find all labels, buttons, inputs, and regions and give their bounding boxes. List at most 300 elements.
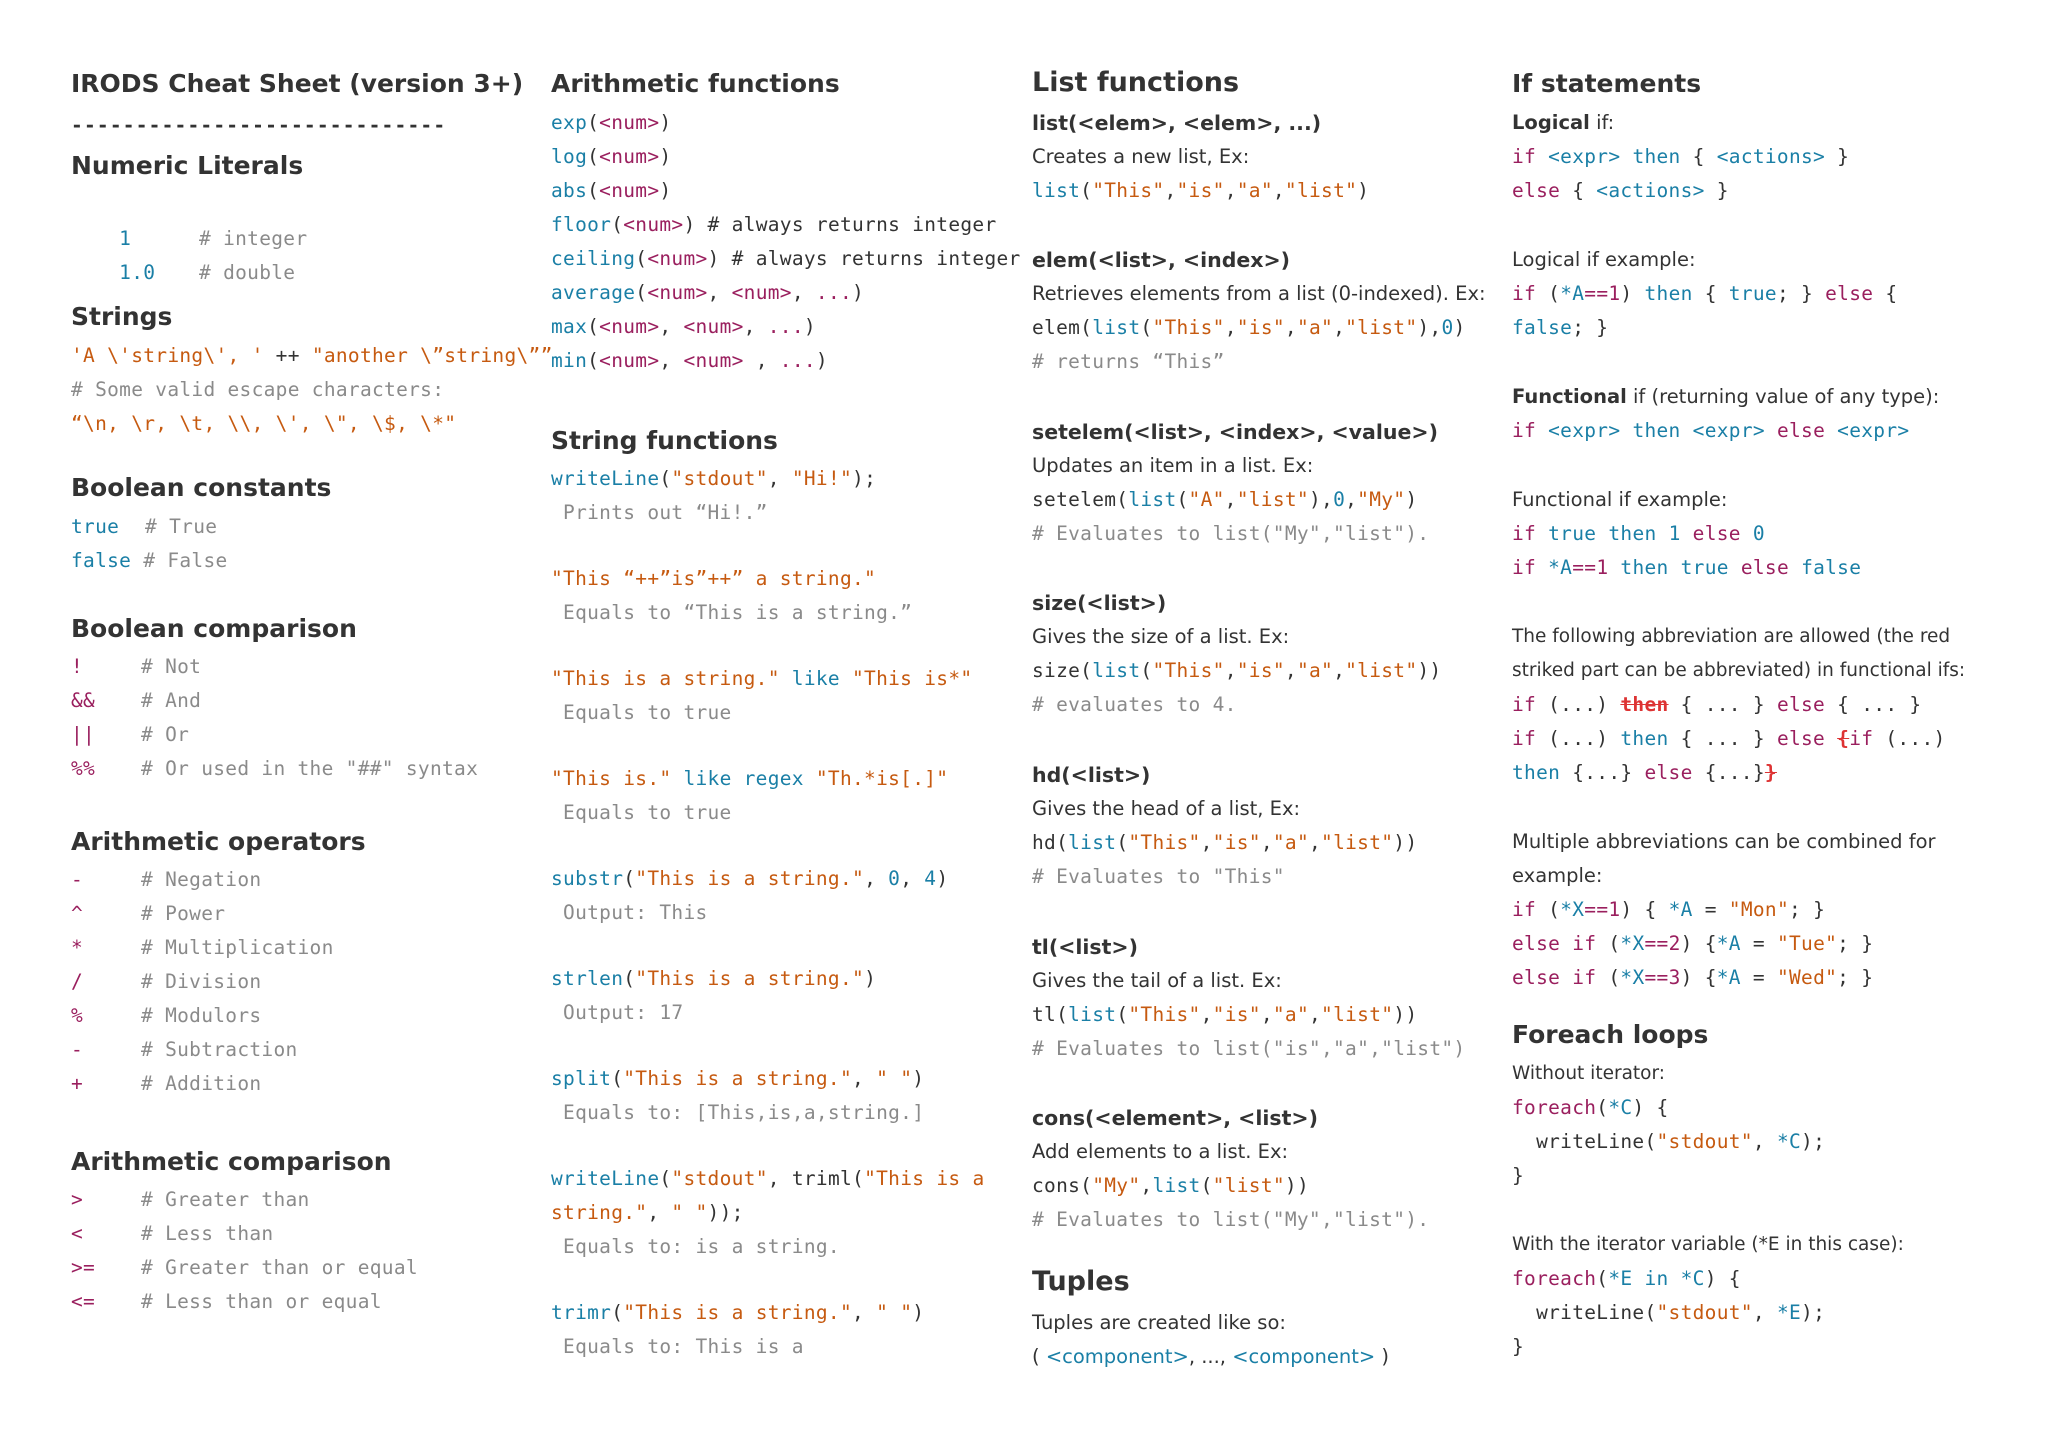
param: <num> xyxy=(599,315,660,338)
string-literal: "list" xyxy=(1345,316,1418,339)
keyword: else xyxy=(1776,419,1826,442)
keyword: if xyxy=(1512,145,1537,168)
foreach-example-2-line3: } xyxy=(1512,1335,1525,1358)
keyword: if xyxy=(1572,932,1597,955)
string-literal: "another \”string\”” xyxy=(311,344,553,367)
example-output: Equals to true xyxy=(551,801,732,824)
string-literal: "Tue" xyxy=(1776,932,1838,955)
cons-result: # Evaluates to list("My","list"). xyxy=(1032,1208,1430,1231)
fn-name: size xyxy=(1032,659,1081,682)
elem-description: Retrieves elements from a list (0-indexed). Ex: xyxy=(1032,282,1486,305)
string-literal: "This" xyxy=(1128,831,1201,854)
fn-name: tl xyxy=(1032,1003,1057,1026)
fn-name: log xyxy=(551,145,588,168)
string-literal: "This is a string." xyxy=(551,667,780,690)
struck-brace: } xyxy=(1764,761,1777,784)
literal-value: 1 xyxy=(119,227,132,250)
placeholder: (...) xyxy=(1548,727,1609,750)
functional-if-example-label: Functional if example: xyxy=(1512,488,1728,511)
keyword: else xyxy=(1512,932,1561,955)
operator: && xyxy=(71,689,96,712)
operator: + xyxy=(71,1072,84,1095)
arithmetic-functions-heading: Arithmetic functions xyxy=(551,69,840,98)
string-functions-heading: String functions xyxy=(551,426,778,455)
operator: < xyxy=(71,1222,84,1245)
foreach-example-2-line1: foreach(*E in *C) { xyxy=(1512,1267,1741,1290)
operator: - xyxy=(71,1038,84,1061)
fn-name: list xyxy=(1092,316,1141,339)
op-row xyxy=(71,863,262,897)
string-literal: "stdout" xyxy=(671,1167,768,1190)
logical-if-line1: if <expr> then { <actions> } xyxy=(1512,145,1850,168)
example-output: Equals to: is a string. xyxy=(551,1235,840,1258)
operator: > xyxy=(71,1188,84,1211)
op-row xyxy=(71,1285,382,1319)
param: <num> xyxy=(599,349,660,372)
placeholder: <expr> xyxy=(1837,419,1910,442)
comparison: ==3 xyxy=(1644,966,1681,989)
keyword: else xyxy=(1512,179,1561,202)
bool-keyword: true xyxy=(71,515,120,538)
keyword: then xyxy=(1512,761,1561,784)
fn-name: abs xyxy=(551,179,588,202)
string-literal: "This is a string." xyxy=(623,1301,853,1324)
keyword: then xyxy=(1644,282,1693,305)
operator-comment: # Power xyxy=(141,902,226,925)
fn-name: list xyxy=(1092,659,1141,682)
variable: *A xyxy=(1548,556,1573,579)
list-description: Creates a new list, Ex: xyxy=(1032,145,1250,168)
fn-name: writeLine xyxy=(551,1167,660,1190)
param: <num> xyxy=(623,213,684,236)
string-literal: "stdout" xyxy=(1656,1301,1753,1324)
string-literal: "This is a xyxy=(864,1167,985,1190)
multi-example-1: if (*X==1) { *A = "Mon"; } xyxy=(1512,898,1826,921)
size-signature: size(<list>) xyxy=(1032,591,1167,615)
literal-comment: # integer xyxy=(199,227,308,250)
variable: *C xyxy=(1776,1130,1802,1153)
triml-example-line1: writeLine("stdout", triml("This is a xyxy=(551,1167,985,1190)
string-literal: "is" xyxy=(1176,179,1225,202)
number: 0 xyxy=(1333,488,1346,511)
string-literal: "a" xyxy=(1272,831,1309,854)
variable: *A xyxy=(1668,898,1693,921)
functional-if-example-1 xyxy=(1512,517,1765,551)
string-literal: "This is a string." xyxy=(635,967,865,990)
operator: <= xyxy=(71,1290,96,1313)
string-literal: "is" xyxy=(1236,316,1285,339)
cons-signature: cons(<element>, <list>) xyxy=(1032,1106,1318,1130)
example-output: Equals to: This is a xyxy=(551,1335,804,1358)
tuples-syntax xyxy=(1032,1340,1389,1374)
operator: %% xyxy=(71,757,96,780)
op-row xyxy=(71,965,262,999)
fn-comment: # always returns integer xyxy=(695,213,997,236)
keyword: false xyxy=(1512,316,1573,339)
list-signature: list(<elem>, <elem>, ...) xyxy=(1032,111,1322,135)
strings-heading: Strings xyxy=(71,302,173,331)
string-literal: "is" xyxy=(1212,1003,1261,1026)
fn-name: cons xyxy=(1032,1174,1081,1197)
arithmetic-operators-heading: Arithmetic operators xyxy=(71,827,366,856)
keyword: then xyxy=(1632,145,1681,168)
hd-signature: hd(<list>) xyxy=(1032,763,1151,787)
tl-description: Gives the tail of a list. Ex: xyxy=(1032,969,1282,992)
abbreviation-note-line1: The following abbreviation are allowed (the red xyxy=(1512,626,1951,647)
variable: *A xyxy=(1716,932,1741,955)
tuples-description: Tuples are created like so: xyxy=(1032,1311,1286,1334)
variable: *E xyxy=(1776,1301,1802,1324)
variable: *C xyxy=(1680,1267,1705,1290)
fn-abs: abs(<num>) xyxy=(551,179,672,202)
comparison: ==2 xyxy=(1644,932,1681,955)
punctuation: ( xyxy=(1032,1345,1046,1368)
placeholder: <actions> xyxy=(1596,179,1705,202)
fn-log: log(<num>) xyxy=(551,145,672,168)
logical-if-example-label: Logical if example: xyxy=(1512,248,1696,271)
op-row xyxy=(71,1183,310,1217)
fn-name: elem xyxy=(1032,316,1081,339)
setelem-signature: setelem(<list>, <index>, <value>) xyxy=(1032,420,1438,444)
foreach-example-2-line2: writeLine("stdout", *E); xyxy=(1536,1301,1826,1324)
operator-comment: # Division xyxy=(141,970,262,993)
string-literal: "This is a string." xyxy=(623,1067,853,1090)
placeholder: <expr> xyxy=(1548,145,1621,168)
fn-name: hd xyxy=(1032,831,1057,854)
page-title: IRODS Cheat Sheet (version 3+) xyxy=(71,69,524,98)
keyword: in xyxy=(1644,1267,1669,1290)
variable: *X xyxy=(1620,932,1645,955)
fn-name: list xyxy=(1068,831,1117,854)
operator: >= xyxy=(71,1256,96,1279)
string-literal: "a" xyxy=(1236,179,1273,202)
numeric-literals-heading: Numeric Literals xyxy=(71,151,304,180)
operator: - xyxy=(71,868,84,891)
operator: % xyxy=(71,1004,84,1027)
string-literal: "Th.*is[.]" xyxy=(815,767,949,790)
string-literal: 'A \'string\', ' xyxy=(71,344,264,367)
keyword: if xyxy=(1512,522,1537,545)
multi-example-2: else if (*X==2) {*A = "Tue"; } xyxy=(1512,932,1874,955)
string-literal: " " xyxy=(876,1067,913,1090)
triml-example-line2: string.", " ")); xyxy=(551,1201,744,1224)
keyword: else xyxy=(1512,966,1561,989)
operator-comment: # Greater than xyxy=(141,1188,310,1211)
string-literal: "Hi!" xyxy=(791,467,853,490)
number: 0 xyxy=(1752,522,1765,545)
label-bold: Logical xyxy=(1512,111,1590,134)
punctuation: )); xyxy=(707,1201,744,1224)
placeholder: {...} xyxy=(1704,761,1765,784)
size-description: Gives the size of a list. Ex: xyxy=(1032,625,1290,648)
param: <num> xyxy=(599,179,660,202)
param: <num> xyxy=(647,281,708,304)
string-literal: "Mon" xyxy=(1728,898,1789,921)
bool-true-row xyxy=(71,510,218,544)
fn-name: exp xyxy=(551,111,588,134)
op-row xyxy=(71,1251,418,1285)
fn-name: strlen xyxy=(551,967,624,990)
keyword: else xyxy=(1776,693,1826,716)
op-row xyxy=(71,718,190,752)
string-literal: "A" xyxy=(1188,488,1225,511)
logical-if-example-line1: if (*A==1) then { true; } else { xyxy=(1512,282,1898,305)
operator-comment: # Not xyxy=(141,655,202,678)
fn-name: min xyxy=(551,349,588,372)
string-literal: "stdout" xyxy=(1656,1130,1753,1153)
operator-comment: # Greater than or equal xyxy=(141,1256,418,1279)
keyword: if xyxy=(1572,966,1597,989)
example-output: Output: 17 xyxy=(551,1001,684,1024)
operator-comment: # Negation xyxy=(141,868,262,891)
tuple-component: <component> xyxy=(1045,1345,1189,1368)
param: <num> xyxy=(683,349,744,372)
struck-brace: { xyxy=(1837,727,1850,750)
op-row xyxy=(71,1033,298,1067)
escape-comment: # Some valid escape characters: xyxy=(71,378,445,401)
size-result: # evaluates to 4. xyxy=(1032,693,1237,716)
fn-name: list xyxy=(1068,1003,1117,1026)
string-literal: "list" xyxy=(1321,831,1394,854)
string-literal: string." xyxy=(551,1201,648,1224)
hd-example: hd(list("This","is","a","list")) xyxy=(1032,831,1418,854)
like-regex-example xyxy=(551,762,948,796)
keyword: then xyxy=(1620,727,1669,750)
keyword: true xyxy=(1728,282,1777,305)
fn-ceiling: ceiling(<num>) # always returns integer xyxy=(551,247,1021,270)
tl-signature: tl(<list>) xyxy=(1032,935,1138,959)
keyword: foreach xyxy=(1512,1096,1597,1119)
op-row xyxy=(71,999,262,1033)
operator: ^ xyxy=(71,902,84,925)
op-row xyxy=(71,752,479,786)
fn-average: average(<num>, <num>, ...) xyxy=(551,281,865,304)
foreach-example-1-line2: writeLine("stdout", *C); xyxy=(1536,1130,1826,1153)
keyword: if xyxy=(1512,727,1537,750)
punctuation: ) xyxy=(1375,1345,1390,1368)
substr-example: substr("This is a string.", 0, 4) xyxy=(551,867,949,890)
op-row xyxy=(71,684,202,718)
escape-characters: “\n, \r, \t, \\, \', \", \$, \*" xyxy=(71,412,457,435)
logical-if-example-line2: false; } xyxy=(1512,316,1609,339)
operator-comment: # Less than or equal xyxy=(141,1290,382,1313)
string-literal: "list" xyxy=(1284,179,1358,202)
logical-if-label xyxy=(1512,106,1614,140)
keyword: then xyxy=(1632,419,1681,442)
fn-name: list xyxy=(1152,1174,1201,1197)
fn-name: split xyxy=(551,1067,612,1090)
multi-example-3: else if (*X==3) {*A = "Wed"; } xyxy=(1512,966,1874,989)
operator-comment: # Subtraction xyxy=(141,1038,298,1061)
tl-example: tl(list("This","is","a","list")) xyxy=(1032,1003,1418,1026)
string-literal: "list" xyxy=(1236,488,1309,511)
fn-exp: exp(<num>) xyxy=(551,111,672,134)
functional-if-syntax xyxy=(1512,414,1909,448)
without-iterator-label: Without iterator: xyxy=(1512,1063,1665,1084)
arithmetic-comparison-heading: Arithmetic comparison xyxy=(71,1147,392,1176)
operator-comment: # Addition xyxy=(141,1072,262,1095)
hd-description: Gives the head of a list, Ex: xyxy=(1032,797,1301,820)
keyword: then xyxy=(1608,522,1657,545)
operator: * xyxy=(71,936,84,959)
number: 0 xyxy=(1441,316,1454,339)
variable: *X xyxy=(1620,966,1645,989)
string-concat-example xyxy=(71,339,553,373)
abbreviation-note-line2: striked part can be abbreviated) in functional ifs: xyxy=(1512,660,1966,681)
example-output: Output: This xyxy=(551,901,708,924)
operator-comment: # And xyxy=(141,689,202,712)
concat-operator: ++ xyxy=(263,344,312,367)
list-example: list("This","is","a","list") xyxy=(1032,179,1370,202)
comparison: ==1 xyxy=(1572,556,1609,579)
string-literal: "This is*" xyxy=(852,667,973,690)
fn-name: list xyxy=(1128,488,1177,511)
operator-comment: # Multiplication xyxy=(141,936,334,959)
functional-if-label xyxy=(1512,380,1939,414)
setelem-description: Updates an item in a list. Ex: xyxy=(1032,454,1314,477)
number: 0 xyxy=(888,867,901,890)
operator-comment: # Less than xyxy=(141,1222,274,1245)
example-output: Equals to “This is a string.” xyxy=(551,601,913,624)
cons-description: Add elements to a list. Ex: xyxy=(1032,1140,1289,1163)
operator: || xyxy=(71,723,96,746)
fn-max: max(<num>, <num>, ...) xyxy=(551,315,816,338)
fn-name: writeLine xyxy=(1536,1301,1645,1324)
placeholder: (...) xyxy=(1548,693,1609,716)
param: ... xyxy=(767,315,804,338)
string-literal: "Wed" xyxy=(1776,966,1838,989)
string-literal: "This" xyxy=(1128,1003,1201,1026)
operator-comment: # Or xyxy=(141,723,190,746)
elem-result: # returns “This” xyxy=(1032,350,1225,373)
example-output: Prints out “Hi!.” xyxy=(551,501,768,524)
operator: / xyxy=(71,970,84,993)
operator-comment: # Modulors xyxy=(141,1004,262,1027)
fn-name: substr xyxy=(551,867,624,890)
foreach-example-1-line1: foreach(*C) { xyxy=(1512,1096,1669,1119)
tuples-heading: Tuples xyxy=(1032,1266,1130,1297)
number: 4 xyxy=(924,867,937,890)
foreach-loops-heading: Foreach loops xyxy=(1512,1020,1709,1049)
placeholder: { ... } xyxy=(1680,693,1765,716)
strlen-example: strlen("This is a string.") xyxy=(551,967,877,990)
keyword: if xyxy=(1512,693,1537,716)
keyword: then xyxy=(1620,556,1669,579)
fn-comment: # always returns integer xyxy=(719,247,1021,270)
string-literal: "is" xyxy=(1212,831,1261,854)
comparison: ==1 xyxy=(1584,282,1621,305)
string-literal: "This" xyxy=(1152,316,1225,339)
size-example: size(list("This","is","a","list")) xyxy=(1032,659,1442,682)
variable: *A xyxy=(1716,966,1741,989)
abbreviation-example-1 xyxy=(1512,688,1921,722)
param: <num> xyxy=(683,315,744,338)
with-iterator-label: With the iterator variable (*E in this case): xyxy=(1512,1234,1904,1255)
fn-name: setelem xyxy=(1032,488,1117,511)
string-literal: "My" xyxy=(1357,488,1406,511)
fn-name: triml xyxy=(791,1167,853,1190)
variable: *E xyxy=(1608,1267,1633,1290)
abbreviation-example-2 xyxy=(1512,722,1946,756)
struck-keyword: then xyxy=(1620,693,1669,716)
bool-keyword: false xyxy=(71,549,132,572)
op-row xyxy=(71,897,226,931)
fn-name: average xyxy=(551,281,636,304)
title-divider: ----------------------------- xyxy=(71,114,447,137)
tuple-component: <component> xyxy=(1232,1345,1376,1368)
keyword: else xyxy=(1740,556,1790,579)
abbreviation-example-3 xyxy=(1512,756,1777,790)
keyword: else xyxy=(1692,522,1741,545)
placeholder: {...} xyxy=(1572,761,1633,784)
op-row xyxy=(71,931,334,965)
variable: *X xyxy=(1560,898,1585,921)
fn-floor: floor(<num>) # always returns integer xyxy=(551,213,997,236)
keyword: if xyxy=(1512,898,1537,921)
string-literal: "a" xyxy=(1296,659,1334,682)
setelem-result: # Evaluates to list("My","list"). xyxy=(1032,522,1430,545)
param: ... xyxy=(779,349,816,372)
writeline-example: writeLine("stdout", "Hi!"); xyxy=(551,467,877,490)
example-output: Equals to: [This,is,a,string.] xyxy=(551,1101,925,1124)
boolean-comparison-heading: Boolean comparison xyxy=(71,614,357,643)
string-literal: " " xyxy=(876,1301,913,1324)
op-row xyxy=(71,1067,262,1101)
example-output: Equals to true xyxy=(551,701,732,724)
number: 1 xyxy=(1668,522,1681,545)
variable: *C xyxy=(1608,1096,1633,1119)
label-bold: Functional xyxy=(1512,385,1627,408)
param: <num> xyxy=(599,111,660,134)
op-row xyxy=(71,1217,274,1251)
param: <num> xyxy=(731,281,792,304)
placeholder: <actions> xyxy=(1716,145,1826,168)
string-literal: "This is a string." xyxy=(635,867,865,890)
tl-result: # Evaluates to list("is","a","list") xyxy=(1032,1037,1466,1060)
keyword: if xyxy=(1512,282,1537,305)
hd-result: # Evaluates to "This" xyxy=(1032,865,1285,888)
bool-comment: # True xyxy=(133,515,218,538)
string-literal: " " xyxy=(671,1201,708,1224)
setelem-example: setelem(list("A","list"),0,"My") xyxy=(1032,488,1418,511)
foreach-example-1-line3: } xyxy=(1512,1164,1525,1187)
param: ... xyxy=(815,281,853,304)
split-example: split("This is a string.", " ") xyxy=(551,1067,925,1090)
keyword: else xyxy=(1644,761,1693,784)
fn-name: trimr xyxy=(551,1301,612,1324)
string-literal: "a" xyxy=(1296,316,1334,339)
string-literal: "This" xyxy=(1092,179,1165,202)
if-statements-heading: If statements xyxy=(1512,69,1702,98)
keyword: false xyxy=(1801,556,1862,579)
elem-example: elem(list("This","is","a","list"),0) xyxy=(1032,316,1466,339)
operator-comment: # Or used in the "##" syntax xyxy=(141,757,479,780)
multiple-abbrev-line2: example: xyxy=(1512,864,1603,887)
param: <num> xyxy=(599,145,660,168)
placeholder: <expr> xyxy=(1692,419,1765,442)
fn-name: ceiling xyxy=(551,247,636,270)
string-literal: "This" xyxy=(1152,659,1225,682)
elem-signature: elem(<list>, <index>) xyxy=(1032,248,1291,272)
boolean-constants-heading: Boolean constants xyxy=(71,473,332,502)
fn-min: min(<num>, <num> , ...) xyxy=(551,349,828,372)
op-row xyxy=(71,650,202,684)
string-literal: "a" xyxy=(1272,1003,1309,1026)
like-example xyxy=(551,662,972,696)
keyword: true xyxy=(1680,556,1729,579)
trimr-example: trimr("This is a string.", " ") xyxy=(551,1301,925,1324)
keyword: like regex xyxy=(671,767,816,790)
